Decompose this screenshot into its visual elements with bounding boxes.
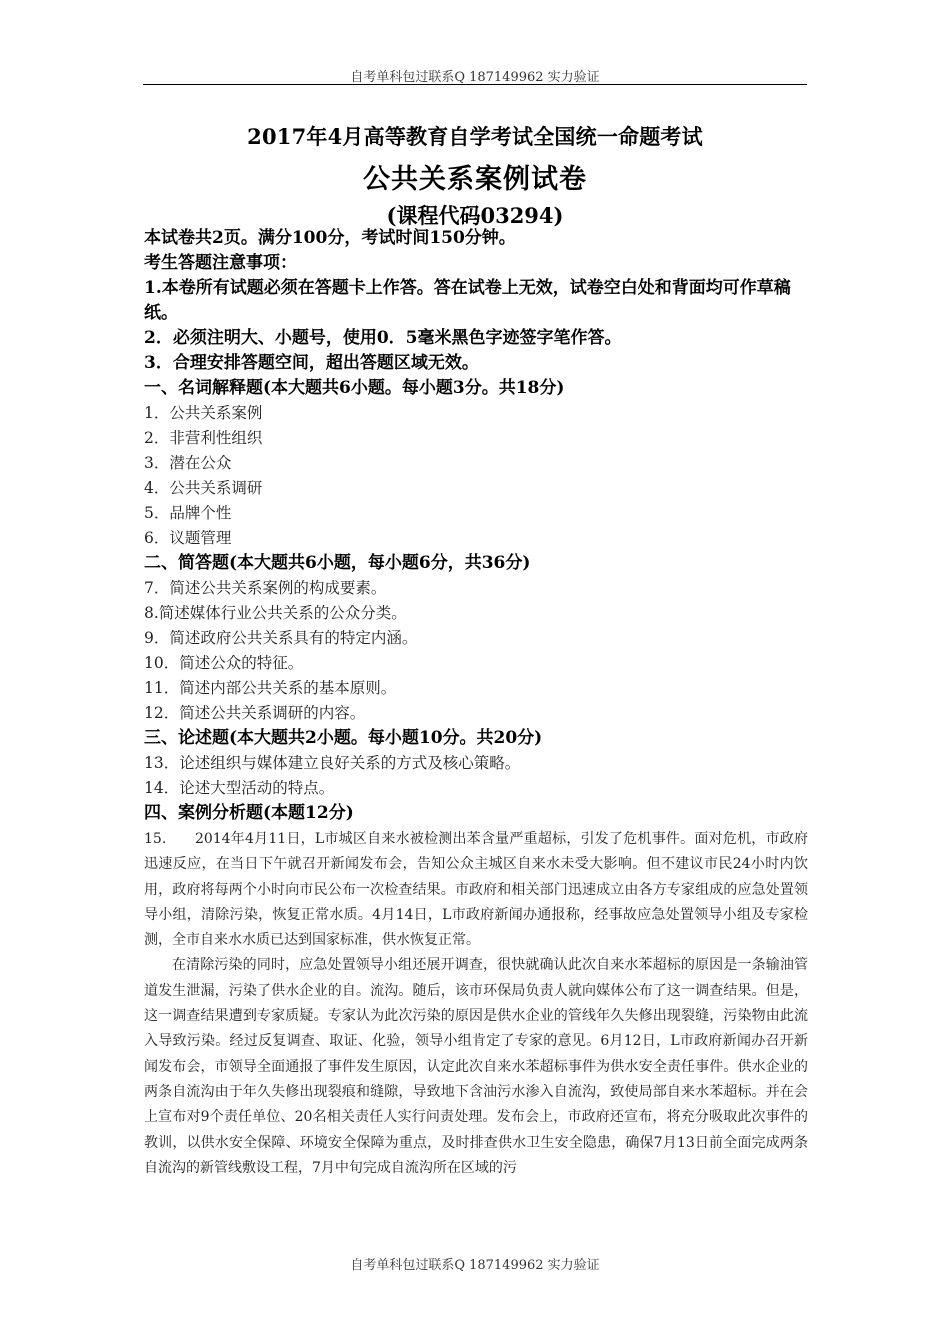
section-heading: 四、案例分析题(本题12分) bbox=[144, 803, 354, 823]
question-item: 8.简述媒体行业公共关系的公众分类。 bbox=[144, 604, 407, 622]
exam-content bbox=[144, 226, 808, 1181]
paper-intro: 本试卷共2页。满分100分，考试时间150分钟。 bbox=[144, 228, 516, 248]
question-item: 7．简述公共关系案例的构成要素。 bbox=[144, 579, 387, 597]
page-footer: 自考单科包过联系Q 187149962 实力验证 bbox=[350, 1258, 600, 1273]
exam-title: 2017年4月高等教育自学考试全国统一命题考试 bbox=[247, 124, 703, 149]
case-paragraph: 在清除污染的同时，应急处置领导小组还展开调查，很快就确认此次自来水苯超标的原因是一条输油管道发生泄漏，污染了供水企业的自。流沟。随后，该市环保局负责人就向媒体公布了这一调查结果。但是，这一调查结果遭到专家质疑。专家认为此次污染的原因是供水企业的管线年久失修出现裂缝，污染物由此流入导致污染。经过反复调查、取证、化验，领导小组肯定了专家的意见。6月12日，L市政府新闻办召开新闻发布会，市领导全面通报了事件发生原因，认定此次自来水苯超标事件为供水安全责任事件。供水企业的两条自流沟由于年久失修出现裂痕和缝隙，导致地下含油污水渗入自流沟，致使局部自来水苯超标。并在会上宣布对9个责任单位、20名相关责任人实行问责处理。发布会上，市政府还宣布，将充分吸取此次事件的教训，以供水安全保障、环境安全保障为重点，及时排查供水卫生安全隐患，确保7月13日前全面完成两条自流沟的新管线敷设工程，7月中旬完成自流沟所在区域的污 bbox=[144, 957, 808, 1176]
question-item: 10．简述公众的特征。 bbox=[144, 654, 304, 672]
section-heading: 二、简答题(本大题共6小题，每小题6分，共36分) bbox=[144, 553, 531, 573]
notice-item: 2．必须注明大、小题号，使用0．5毫米黑色字迹签字笔作答。 bbox=[144, 328, 622, 348]
question-item: 4．公共关系调研 bbox=[144, 479, 263, 497]
notice-item: 3．合理安排答题空间，超出答题区域无效。 bbox=[144, 353, 479, 373]
question-item: 12．简述公共关系调研的内容。 bbox=[144, 704, 366, 722]
course-code: (课程代码03294) bbox=[386, 203, 564, 228]
notice-item: 1.本卷所有试题必须在答题卡上作答。答在试卷上无效，试卷空白处和背面均可作草稿纸。 bbox=[144, 278, 791, 323]
question-item: 3．潜在公众 bbox=[144, 454, 232, 472]
case-text bbox=[144, 827, 808, 1181]
question-item: 14．论述大型活动的特点。 bbox=[144, 779, 335, 797]
question-item: 1．公共关系案例 bbox=[144, 404, 263, 422]
question-item: 5．品牌个性 bbox=[144, 504, 232, 522]
question-item: 11．简述内部公共关系的基本原则。 bbox=[144, 679, 397, 697]
paper-title: 公共关系案例试卷 bbox=[363, 164, 587, 195]
question-item: 13．论述组织与媒体建立良好关系的方式及核心策略。 bbox=[144, 754, 521, 772]
case-paragraph: 15. 2014年4月11日，L市城区自来水被检测出苯含量严重超标，引发了危机事件。面对危机，市政府迅速反应，在当日下午就召开新闻发布会，告知公众主城区自来水未受大影响。但不建议市民24小时内饮用，政府将每两个小时向市民公布一次检查结果。市政府和相关部门迅速成立由各方专家组成的应急处置领导小组，清除污染，恢复正常水质。4月14日，L市政府新闻办通报称，经事故应急处置领导小组及专家检测，全市自来水水质已达到国家标准，供水恢复正常。 bbox=[144, 831, 808, 949]
question-item: 9．简述政府公共关系具有的特定内涵。 bbox=[144, 629, 418, 647]
question-item: 6．议题管理 bbox=[144, 529, 232, 547]
notice-heading: 考生答题注意事项： bbox=[144, 253, 297, 273]
page-header: 自考单科包过联系Q 187149962 实力验证 bbox=[350, 70, 600, 85]
section-heading: 三、论述题(本大题共2小题。每小题10分。共20分) bbox=[144, 728, 543, 748]
section-heading: 一、名词解释题(本大题共6小题。每小题3分。共18分) bbox=[144, 378, 565, 398]
header-divider bbox=[143, 84, 807, 85]
question-item: 2．非营利性组织 bbox=[144, 429, 263, 447]
